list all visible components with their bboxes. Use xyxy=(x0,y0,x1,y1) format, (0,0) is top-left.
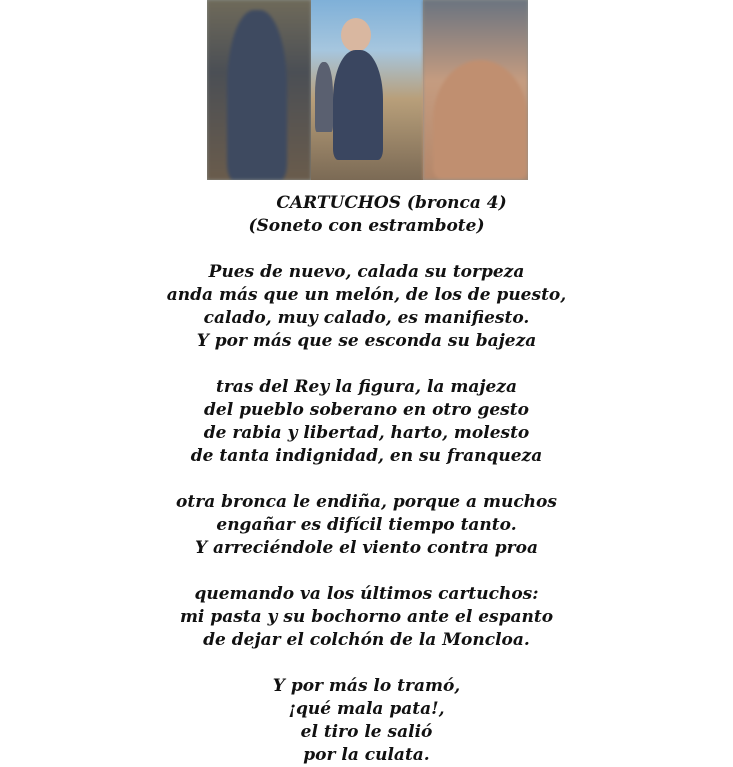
poem-title: CARTUCHOS (bronca 4) xyxy=(276,193,507,213)
verse-line: el tiro le salió xyxy=(300,722,433,742)
blurred-person xyxy=(227,10,287,180)
poem-subtitle: (Soneto con estrambote) xyxy=(248,216,485,236)
verse-line: ¡qué mala pata!, xyxy=(288,699,445,719)
verse-line: Y arreciéndole el viento contra proa xyxy=(194,538,538,558)
verse-line: de dejar el colchón de la Moncloa. xyxy=(203,630,530,650)
person-body xyxy=(333,50,383,160)
verse-line: por la culata. xyxy=(303,745,430,765)
stanza-4 xyxy=(0,583,733,652)
verse-line: calado, muy calado, es manifiesto. xyxy=(203,308,530,328)
verse-line: quemando va los últimos cartuchos: xyxy=(194,584,539,604)
blurred-hair xyxy=(433,60,528,180)
header-photo xyxy=(207,0,528,180)
poem xyxy=(0,192,733,767)
stanza-2 xyxy=(0,376,733,468)
verse-line: Y por más lo tramó, xyxy=(272,676,461,696)
stanza-1 xyxy=(0,261,733,353)
verse-line: Pues de nuevo, calada su torpeza xyxy=(208,262,525,282)
person-head xyxy=(341,18,371,52)
photo-right-panel xyxy=(423,0,528,180)
photo-center-panel xyxy=(311,0,423,180)
estrambote xyxy=(0,675,733,767)
verse-line: anda más que un melón, de los de puesto, xyxy=(166,285,567,305)
photo-left-panel xyxy=(207,0,311,180)
verse-line: engañar es difícil tiempo tanto. xyxy=(216,515,517,535)
verse-line: del pueblo soberano en otro gesto xyxy=(204,400,529,420)
background-person xyxy=(315,62,333,132)
verse-line: de tanta indignidad, en su franqueza xyxy=(190,446,543,466)
stanza-3 xyxy=(0,491,733,560)
verse-line: de rabia y libertad, harto, molesto xyxy=(203,423,530,443)
verse-line: otra bronca le endiña, porque a muchos xyxy=(176,492,557,512)
verse-line: Y por más que se esconda su bajeza xyxy=(196,331,537,351)
verse-line: mi pasta y su bochorno ante el espanto xyxy=(179,607,554,627)
verse-line: tras del Rey la figura, la majeza xyxy=(216,377,517,397)
